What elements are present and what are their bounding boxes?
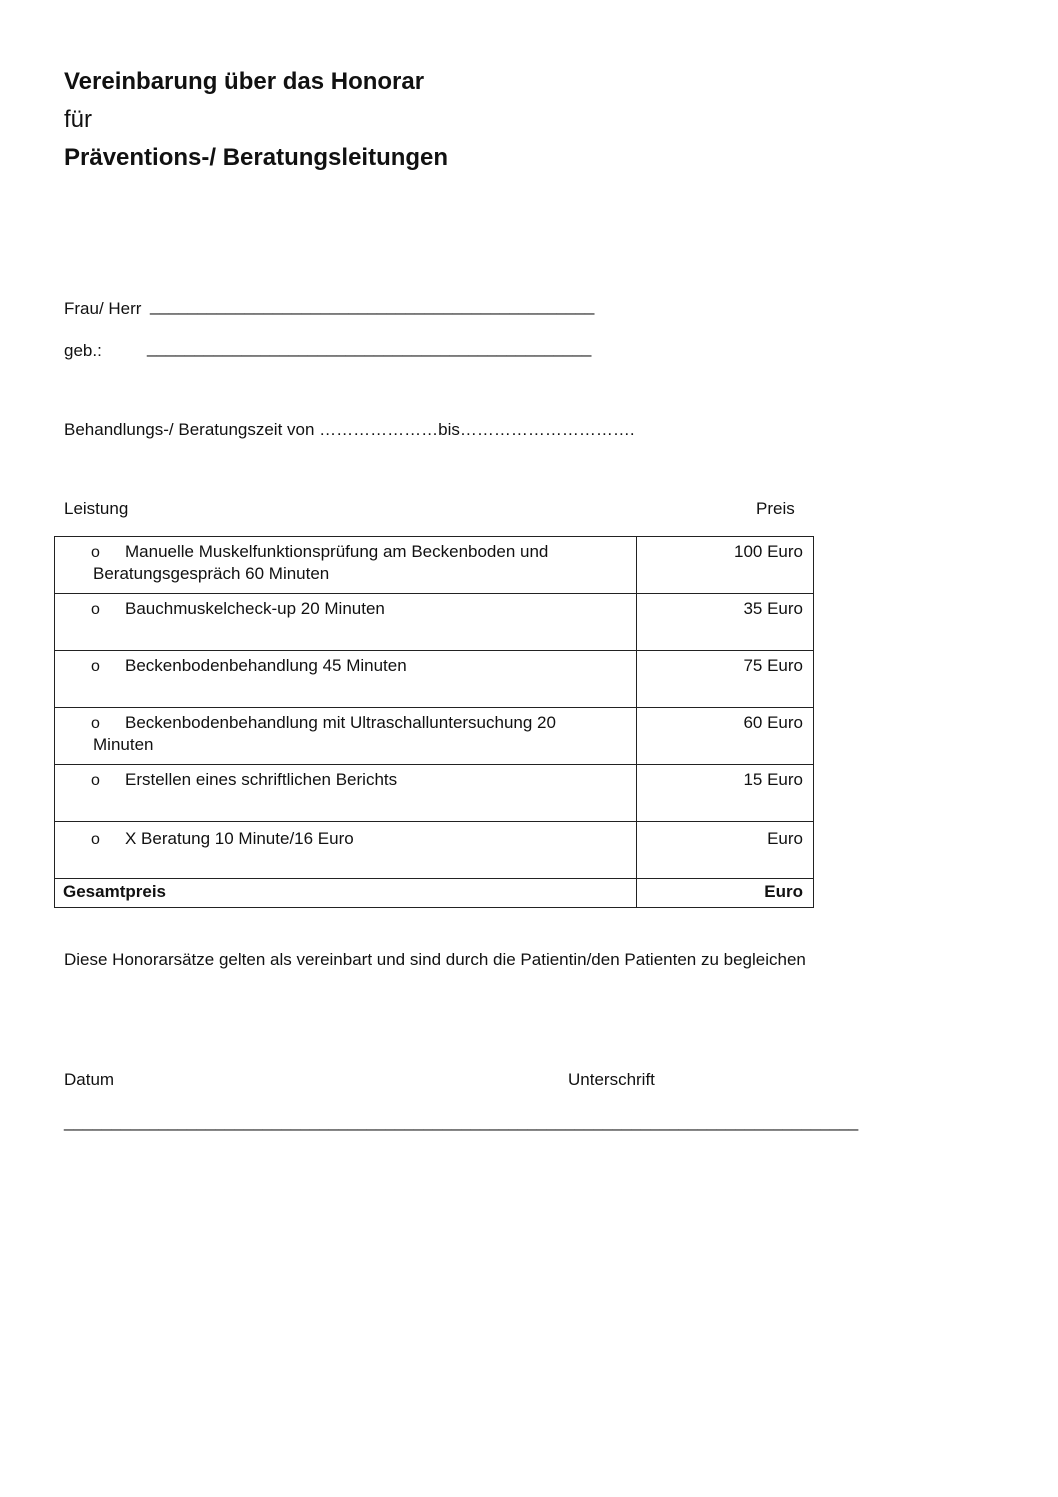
date-label: Datum [64, 1070, 115, 1089]
agreement-text: Diese Honorarsätze gelten als vereinbart und sind durch die Patientin/den Patienten zu begleichen [64, 950, 806, 969]
total-label: Gesamtpreis [55, 879, 637, 908]
document-title-for: für [64, 106, 93, 133]
total-price: Euro [637, 879, 814, 908]
service-line1: Bauchmuskelcheck-up 20 Minuten [125, 599, 385, 618]
service-cell [55, 537, 637, 594]
name-field[interactable]: _______________________________________________ [150, 296, 595, 315]
checkbox-bullet[interactable]: o [91, 544, 100, 561]
service-line2: Beratungsgespräch 60 Minuten [93, 564, 330, 583]
signature-label: Unterschrift [568, 1070, 655, 1089]
checkbox-bullet[interactable]: o [91, 831, 100, 848]
service-line2: Minuten [93, 735, 154, 754]
service-line1: Beckenbodenbehandlung mit Ultraschalluntersuchung 20 [125, 713, 556, 732]
service-column-header: Leistung [64, 499, 129, 518]
birth-label: geb.: [64, 341, 102, 360]
table-row [55, 822, 814, 879]
price-cell: 75 Euro [637, 651, 814, 708]
service-line1: X Beratung 10 Minute/16 Euro [125, 829, 354, 848]
service-line1: Erstellen eines schriftlichen Berichts [125, 770, 398, 789]
table-row [55, 708, 814, 765]
fee-table [54, 536, 814, 908]
service-line1: Manuelle Muskelfunktionsprüfung am Beckenboden und [125, 542, 549, 561]
table-row [55, 594, 814, 651]
table-row [55, 651, 814, 708]
treatment-time: Behandlungs-/ Beratungszeit von …………………bis…………………………. [64, 420, 635, 439]
price-cell: 60 Euro [637, 708, 814, 765]
price-cell: 100 Euro [637, 537, 814, 594]
document-title: Vereinbarung über das Honorar [64, 68, 425, 95]
service-cell [55, 765, 637, 822]
checkbox-bullet[interactable]: o [91, 715, 100, 732]
price-cell: Euro [637, 822, 814, 879]
table-row [55, 765, 814, 822]
service-cell [55, 708, 637, 765]
birth-field[interactable]: _______________________________________________ [147, 338, 592, 357]
checkbox-bullet[interactable]: o [91, 772, 100, 789]
name-label: Frau/ Herr [64, 299, 142, 318]
service-cell [55, 594, 637, 651]
signature-line[interactable]: ____________________________________________________________________________________ [64, 1112, 859, 1131]
total-row [55, 879, 814, 908]
service-cell [55, 651, 637, 708]
document-subtitle: Präventions-/ Beratungsleitungen [64, 144, 449, 171]
checkbox-bullet[interactable]: o [91, 601, 100, 618]
service-cell [55, 822, 637, 879]
price-column-header: Preis [756, 499, 795, 518]
table-row [55, 537, 814, 594]
checkbox-bullet[interactable]: o [91, 658, 100, 675]
price-cell: 35 Euro [637, 594, 814, 651]
service-line1: Beckenbodenbehandlung 45 Minuten [125, 656, 407, 675]
price-cell: 15 Euro [637, 765, 814, 822]
